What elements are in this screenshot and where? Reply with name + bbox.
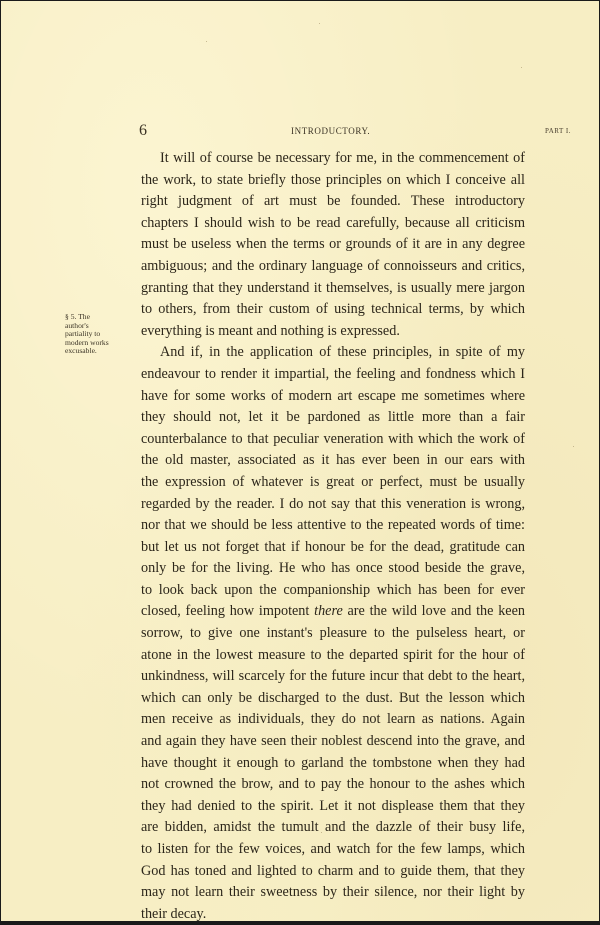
text-line	[141, 601, 525, 623]
text-line: right judgment of art must be founded. These introductory	[141, 193, 525, 210]
paper-speck	[486, 867, 487, 868]
margin-note	[65, 313, 135, 356]
text-line: their decay.	[141, 905, 207, 922]
body-text	[141, 148, 525, 925]
text-line: men receive as individuals, they do not learn as nations. Again	[141, 711, 525, 728]
text-line: to others, from their custom of using technical terms, by which	[141, 301, 525, 318]
text-line: and again they have seen their noblest descend into the grave, and	[141, 733, 525, 750]
text-line: the old master, associated as it has ever been in our ears with	[141, 452, 525, 469]
text-line: but let us not forget that if honour be for the dead, gratitude can	[141, 538, 525, 555]
text-segment: closed, feeling how impotent	[141, 603, 315, 620]
text-line: ambiguous; and the ordinary language of connoisseurs and critics,	[141, 257, 525, 274]
text-line: nor that we should be less attentive to the repeated words of time:	[141, 517, 525, 534]
text-segment: are the wild love and the keen	[342, 603, 525, 620]
part-label: PART I.	[544, 127, 571, 135]
margin-note-line: modern works	[65, 337, 109, 347]
paper-speck	[321, 832, 322, 833]
text-line: they should not, let it be pardoned as little more than a fair	[141, 409, 525, 426]
text-line: God has toned and lighted to charm and to guide them, that they	[141, 862, 525, 879]
text-line: granting that they understand it themselves, is usually mere jargon	[141, 279, 525, 296]
text-line: only be for the living. He who has once stood beside the grave,	[141, 560, 525, 577]
running-head	[139, 122, 571, 142]
text-line: atone in the lowest measure to the departed spirit for the hour of	[141, 646, 525, 663]
text-line: sorrow, to give one instant's pleasure to the pulseless heart, or	[141, 625, 525, 642]
paper-speck	[319, 23, 320, 24]
chapter-title: INTRODUCTORY.	[291, 126, 371, 136]
text-line: counterbalance to that peculiar veneration with which the work of	[141, 430, 525, 447]
margin-note-line: partiality to	[65, 329, 101, 339]
text-line: to look back upon the companionship which has been for ever	[141, 581, 525, 598]
text-line: regarded by the reader. I do not say that this veneration is wrong,	[141, 495, 525, 512]
paper-speck	[206, 41, 207, 42]
text-line: must be useless when the terms or grounds of it are in any degree	[141, 236, 525, 253]
text-line: It will of course be necessary for me, in the commencement of	[160, 150, 525, 166]
paper-speck	[573, 446, 574, 447]
paper-speck	[216, 867, 217, 868]
text-line: the work, to state briefly those principles on which I conceive all	[141, 171, 525, 188]
text-line: everything is meant and nothing is expressed.	[141, 322, 400, 339]
text-line: the expression of whatever is great or perfect, must be usually	[141, 473, 525, 490]
text-line: endeavour to render it impartial, the feeling and fondness which I	[141, 365, 525, 382]
italic-word: there	[314, 603, 343, 620]
text-line: unkindness, will scarcely for the future incur that debt to the heart,	[141, 668, 525, 685]
margin-note-line: author's	[65, 320, 89, 330]
margin-note-line: § 5. The	[65, 312, 90, 321]
text-line: they had denied to the spirit. Let it not displease them that they	[141, 797, 525, 814]
text-line: not crowned the brow, and to pay the honour to the ashes which	[141, 776, 525, 793]
paper-speck	[521, 67, 522, 68]
text-line: which can only be discharged to the dust. But the lesson which	[141, 689, 525, 706]
text-line: are bidden, amidst the tumult and the dazzle of their busy life,	[141, 819, 525, 836]
text-line: have for some works of modern art escape me sometimes where	[141, 387, 525, 404]
text-line: may not learn their sweetness by their silence, nor their light by	[141, 884, 525, 901]
text-line: chapters I should wish to be read carefully, because all criticism	[141, 214, 525, 231]
text-line: have thought it enough to garland the tombstone when they had	[141, 754, 525, 771]
text-line: And if, in the application of these principles, in spite of my	[160, 344, 525, 361]
text-line: to listen for the few voices, and watch for the few lamps, which	[141, 841, 525, 857]
margin-note-line: excusable.	[65, 346, 97, 356]
book-page	[1, 1, 599, 921]
page-number: 6	[139, 122, 147, 139]
